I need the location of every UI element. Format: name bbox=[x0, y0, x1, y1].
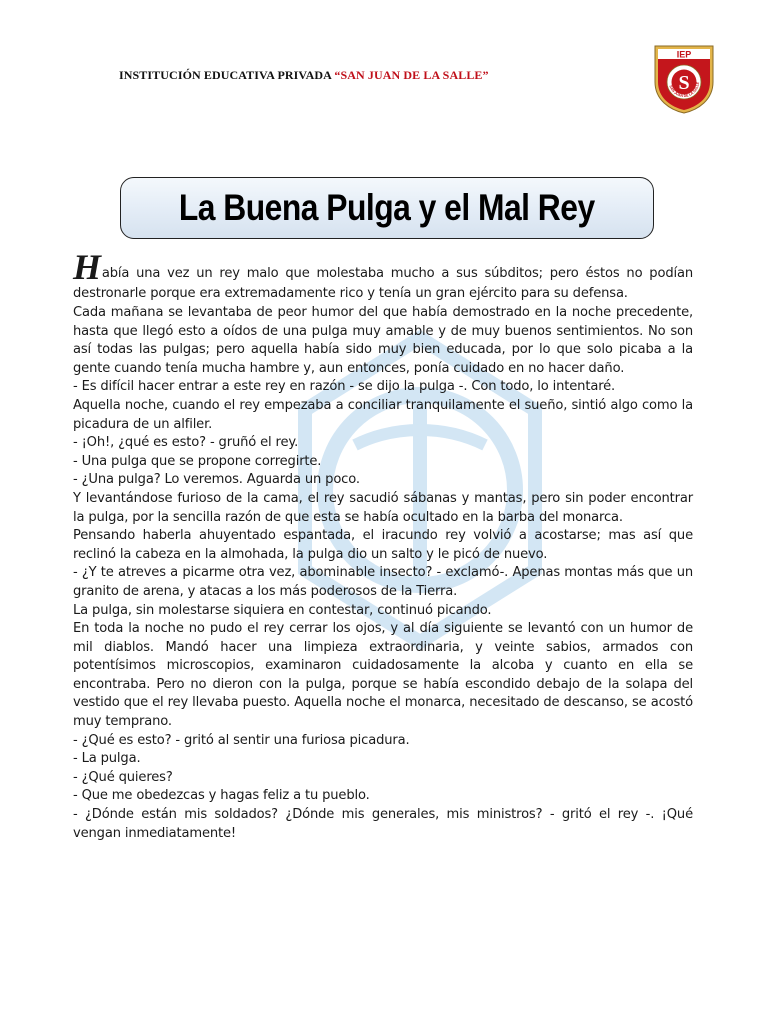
story-body bbox=[73, 247, 693, 843]
story-paragraphs bbox=[73, 304, 693, 843]
story-paragraph: Y levantándose furioso de la cama, el rey sacudió sábanas y mantas, pero sin poder encontrar la pulga, por la sencilla razón de que esta se había ocultado en la barba del monarca. bbox=[73, 490, 693, 525]
logo-ring-text: SAN JUAN DE LA SALLE bbox=[668, 81, 701, 99]
story-paragraph: Pensando haberla ahuyentado espantada, el iracundo rey volvió a acostarse; mas así que reclinó la cabeza en la almohada, la pulga dio un salto y le picó de nuevo. bbox=[73, 528, 693, 562]
story-paragraph: En toda la noche no pudo el rey cerrar los ojos, y al día siguiente se levantó con un humor de mil diablos. Mandó hacer una limpieza extraordinaria, y veinte sabios, armados con potentísimos microscopios, examinaron cuidadosamente la alcoba y cuanto en ella se encontraba. Pero no dieron con la pulga, porque se había escondido debajo de la solapa del vestido que el rey llevaba puesto. Aquella noche el monarca, necesitado de descanso, se acostó muy temprano. bbox=[73, 621, 693, 730]
story-paragraph-first bbox=[73, 247, 693, 304]
first-paragraph-text: abía una vez un rey malo que molestaba mucho a sus súbditos; pero éstos no podían destronarle porque era extremadamente rico y tenía un gran ejército para su defensa. bbox=[73, 266, 693, 301]
logo-iep-text: IEP bbox=[676, 49, 692, 60]
school-name: “SAN JUAN DE LA SALLE” bbox=[334, 68, 489, 82]
story-paragraph: - ¿Dónde están mis soldados? ¿Dónde mis generales, mis ministros? - gritó el rey -. ¡Qué vengan inmediatamente! bbox=[73, 807, 693, 841]
school-crest-logo bbox=[652, 42, 716, 114]
story-paragraph: - ¿Y te atreves a picarme otra vez, abominable insecto? - exclamó-. Apenas montas más que un granito de arena, y atacas a los más poderosos de la Tierra. bbox=[73, 565, 693, 599]
story-paragraph: - ¿Qué es esto? - gritó al sentir una furiosa picadura. bbox=[73, 732, 410, 748]
story-paragraph: Cada mañana se levantaba de peor humor del que había demostrado en la noche precedente, hasta que llegó esto a oídos de una pulga muy amable y de muy buenos sentimientos. No son así todas las pulgas; pero aquella había sido muy bien educada, por lo que solo picaba a la gente cuando tenía mucha hambre y, aun entonces, ponía cuidado en no hacer daño. bbox=[73, 305, 693, 376]
drop-cap: H bbox=[73, 247, 101, 287]
title-banner bbox=[120, 177, 654, 239]
logo-monogram: S bbox=[678, 72, 690, 94]
story-paragraph: - ¡Oh!, ¿qué es esto? - gruñó el rey. bbox=[73, 435, 299, 451]
story-paragraph: - ¿Una pulga? Lo veremos. Aguarda un poco. bbox=[73, 472, 360, 488]
institution-header bbox=[119, 68, 489, 83]
story-title: La Buena Pulga y el Mal Rey bbox=[179, 187, 595, 228]
story-paragraph: Aquella noche, cuando el rey empezaba a conciliar tranquilamente el sueño, sintió algo como la picadura de un alfiler. bbox=[73, 397, 693, 432]
story-paragraph: - Que me obedezcas y hagas feliz a tu pueblo. bbox=[73, 788, 370, 804]
story-paragraph: - La pulga. bbox=[73, 751, 141, 767]
story-paragraph: - Es difícil hacer entrar a este rey en razón - se dijo la pulga -. Con todo, lo intentaré. bbox=[73, 379, 616, 395]
institution-prefix: INSTITUCIÓN EDUCATIVA PRIVADA bbox=[119, 68, 335, 82]
story-paragraph: - Una pulga que se propone corregirte. bbox=[73, 453, 322, 469]
story-paragraph: - ¿Qué quieres? bbox=[73, 769, 173, 785]
story-paragraph: La pulga, sin molestarse siquiera en contestar, continuó picando. bbox=[73, 602, 492, 618]
